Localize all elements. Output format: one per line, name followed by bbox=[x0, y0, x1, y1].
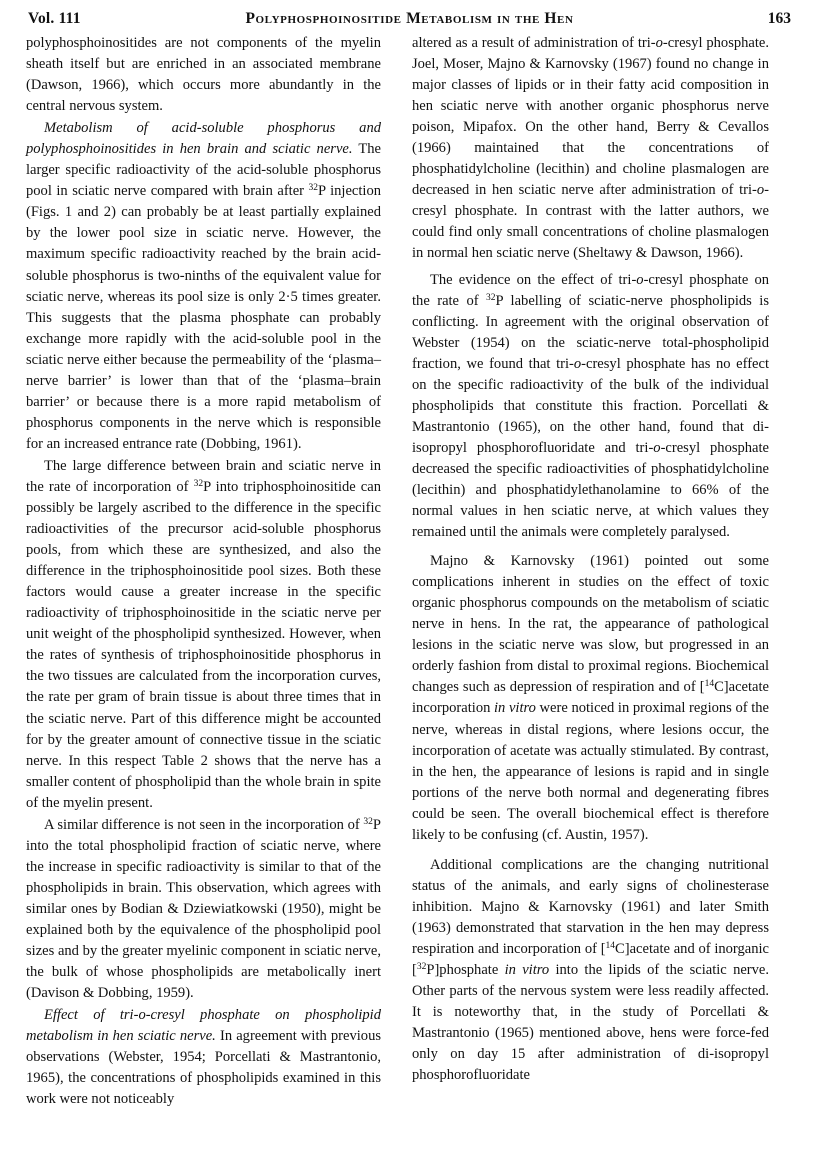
paragraph-tri-o-cresyl-effect: Effect of tri-o-cresyl phosphate on phospholipid metabolism in hen sciatic nerve. In agreement with previous observations (Webster, 1954; Porcellati & Mastrantonio, 1965), the concentrations of phospholipids examined in this work were not noticeably bbox=[26, 1007, 382, 1108]
paragraph-triphosphoinositide-rate: The large difference between brain and sciatic nerve in the rate of incorporation of $^{32}$P into triphosphoinositide can possibly be largely ascribed to the difference in the specific radioactivities of the precursor acid-soluble phosphorus pools, from which these are synthesized, and also the difference in the triphosphoinositide pool sizes. Both these factors would cause a greater increase in the specific radioactivity of triphosphoinositide in the sciatic nerve per unit weight of the phospholipid synthesized. However, when the rates of synthesis of triphosphoinositide phosphorus in the two tissues are calculated from the incorporation curves, the rate per gram of brain tissue is about three times that in the sciatic nerve. Part of this difference might be accounted for by the greater amount of connective tissue in the sciatic nerve. In this respect Table 2 shows that the nerve has a smaller content of phospholipid than the whole brain in spite of the myelin present. bbox=[26, 457, 381, 811]
paragraph-lipid-concentrations: altered as a result of administration of tri-o-cresyl phosphate. Joel, Moser, Majno & Karnovsky (1967) found no change in major classes of lipids or in their fatty acid composition in hen sciatic nerve with another organic phosphorus nerve poison, Mipafox. On the other hand, Berry & Cevallos (1966) maintained that the concentrations of phosphatidylcholine (lecithin) and choline plasmalogen are decreased in hen sciatic nerve after administration of tri-o-cresyl phosphate. In contrast with the latter authors, we could find only small concentrations of choline plasmalogen in normal hen sciatic nerve (Sheltawy & Dawson, 1966). bbox=[412, 35, 769, 262]
paragraph-total-phospholipid: A similar difference is not seen in the incorporation of $^{32}$P into the total phospholipid fraction of sciatic nerve, where the increase in specific radioactivity is similar to that of the phospholipids in brain. This observation, which agrees with similar ones by Bodian & Dziewiatkowski (1950), might be explained both by the equivalence of the phospholipid pool sizes and by the greater myelinic component in sciatic nerve, the bulk of whose phospholipids are metabolically inert (Davison & Dobbing, 1959). bbox=[26, 816, 382, 1002]
paragraph-acid-soluble-phosphorus: Metabolism of acid-soluble phosphorus and polyphosphoinositides in hen brain and sciatic nerve. The larger specific radioactivity of the acid-soluble phosphorus pool in sciatic nerve compared with brain after $^{32}$P injection (Figs. 1 and 2) can probably be at least partially explained by the lower pool size in sciatic nerve. However, the maximum specific radioactivity reached by the brain acid-soluble phosphorus is two-ninths of the equivalent value for sciatic nerve, whereas its pool size is only 2·5 times greater. This suggests that the plasma phosphate can probably exchange more rapidly with the acid-soluble pool in the sciatic nerve either because the permeability of the ‘plasma–nerve barrier’ is lower than that of the ‘plasma–brain barrier’ or because there is a more rapid metabolism of phosphorus components in the nerve which is responsible for an increased entrance rate (Dobbing, 1961). bbox=[26, 120, 381, 452]
paragraph-complications: Majno & Karnovsky (1961) pointed out some complications inherent in studies on the effect of toxic organic phosphorus compounds on the metabolism of sciatic nerve in hens. In the rat, the appearance of pathological lesions in the sciatic nerve was slow, but progressed in an orderly fashion from distal to proximal regions. Biochemical changes such as depression of respiration and of [$^{14}$C]acetate incorporation in vitro were noticed in proximal regions of the nerve, whereas in distal regions, where lesions occur, the incorporation of acetate was actually stimulated. By contrast, in the hen, the appearance of lesions is rapid and in single portions of the nerve both normal and degenerating fibres could be seen. The overall biochemical effect is therefore likely to be confusing (cf. Austin, 1957). bbox=[412, 553, 769, 843]
volume-label: Vol. 111 bbox=[28, 10, 81, 27]
running-title: Polyphosphoinositide Metabolism in the Hen bbox=[245, 10, 574, 27]
paragraph-nutritional-status: Additional complications are the changing nutritional status of the animals, and early signs of cholinesterase inhibition. Majno & Karnovsky (1961) and later Smith (1963) demonstrated that starvation in the hen may depress respiration and incorporation of [$^{14}$C]acetate and of inorganic [$^{32}$P]phosphate in vitro into the lipids of the sciatic nerve. Other parts of the nervous system were less readily affected. It is noteworthy that, in the study of Porcellati & Mastrantonio (1965) mentioned above, hens were force-fed only on day 15 after administration of di-isopropyl phosphorofluoridate bbox=[412, 856, 770, 1084]
running-header bbox=[28, 6, 791, 32]
section-heading-tri-o-cresyl: Effect of tri-o-cresyl phosphate on phospholipid metabolism in hen sciatic nerve. bbox=[26, 1007, 381, 1045]
right-column bbox=[412, 33, 769, 1086]
paragraph-labelling-evidence: The evidence on the effect of tri-o-cresyl phosphate on the rate of $^{32}$P labelling of sciatic-nerve phospholipids is conflicting. In agreement with the original observation of Webster (1954) on the sciatic-nerve total-phospholipid fraction, we found that tri-o-cresyl phosphate has no effect on the specific radioactivity of the bulk of the individual phospholipids that constitute this fraction. Porcellati & Mastrantonio (1965), on the other hand, found that di-isopropyl phosphorofluoridate and tri-o-cresyl phosphate decreased the specific radioactivities of phosphatidylcholine (lecithin) and phosphatidylethanolamine to 66% of the normal values in hen sciatic nerve, at which values they remained until the animals were completely paralysed. bbox=[412, 271, 770, 541]
page-number: 163 bbox=[767, 10, 791, 27]
paragraph-myelin-continuation: polyphosphoinositides are not components of the myelin sheath itself but are enriched in an associated membrane (Dawson, 1966), which occurs more abundantly in the central nervous system. bbox=[26, 35, 381, 115]
left-column bbox=[26, 33, 381, 1110]
section-heading-metabolism: Metabolism of acid-soluble phosphorus and polyphosphoinositides in hen brain and sciatic nerve. bbox=[26, 120, 381, 158]
